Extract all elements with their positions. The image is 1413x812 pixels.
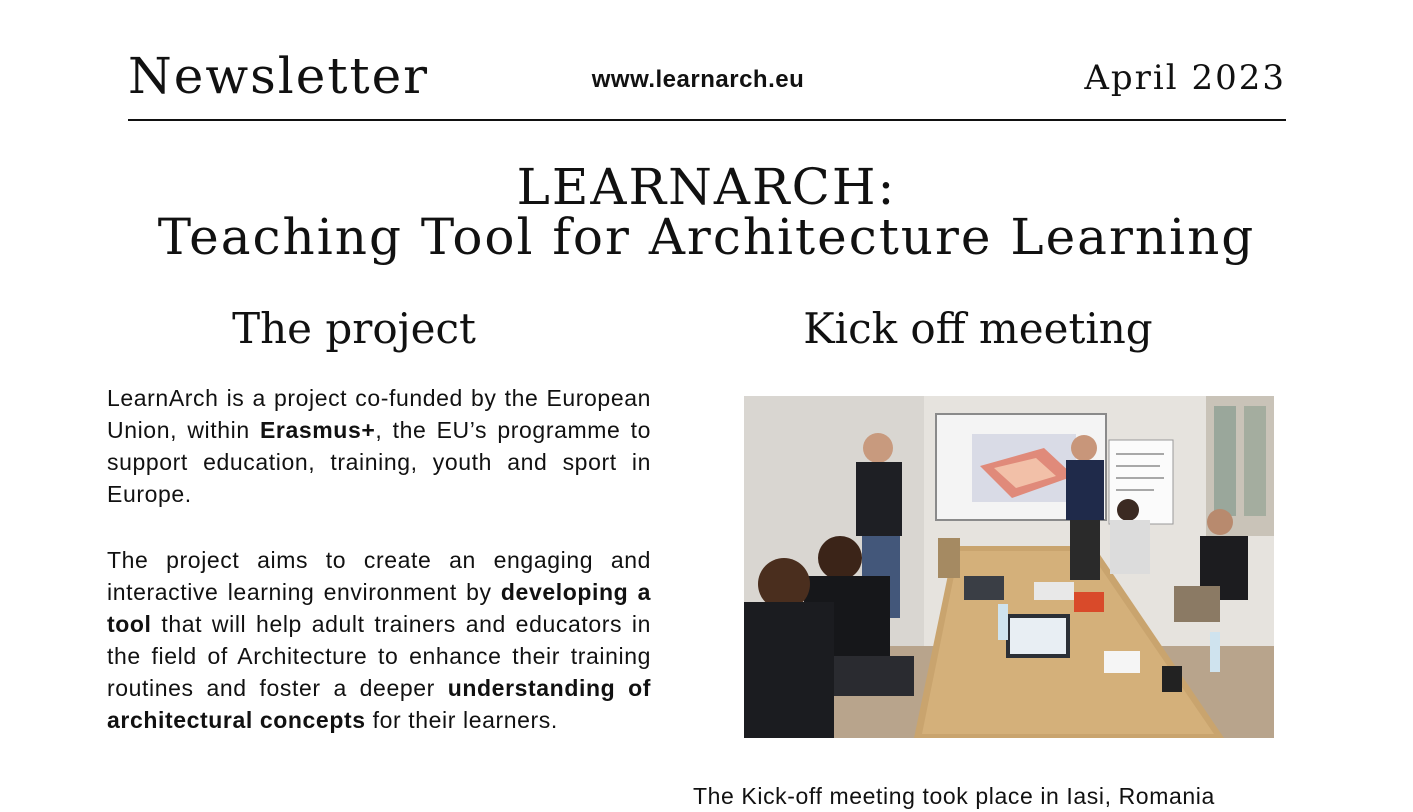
main-title-line-2: Teaching Tool for Architecture Learning (157, 208, 1256, 266)
p2-text-1: The project aims to create an engaging and interactive learning environment by (107, 547, 651, 605)
kickoff-caption: The Kick-off meeting took place in Iasi, Romania (693, 783, 1215, 809)
p1-text-1: LearnArch is a project co-funded by the European Union, within (107, 385, 651, 443)
p2-bold-tool: developing a tool (107, 579, 651, 637)
p2-text-2: that will help adult trainers and educators in the field of Architecture to enhance their training routines and foster a deeper (107, 611, 651, 701)
p1-text-2: , the EU’s programme to support education, training, youth and sport in Europe. (107, 417, 651, 507)
main-title-line-1: LEARNARCH: (516, 158, 897, 216)
p2-text-3: for their learners. (365, 707, 558, 733)
newsletter-title: Newsletter (128, 47, 430, 105)
meeting-photo (744, 396, 1274, 738)
kickoff-heading: Kick off meeting (803, 304, 1153, 353)
meeting-photo-illustration (744, 396, 1274, 738)
p2-bold-understanding: understanding of architectural concepts (107, 675, 652, 733)
main-title (0, 158, 1413, 266)
p1-bold-erasmus: Erasmus+ (259, 417, 376, 443)
project-paragraph-1 (107, 382, 651, 510)
header-divider (128, 119, 1286, 121)
project-paragraph-2 (107, 544, 651, 736)
website-link[interactable]: www.learnarch.eu (591, 66, 805, 93)
issue-date: April 2023 (1084, 58, 1286, 98)
project-heading: The project (232, 304, 476, 353)
